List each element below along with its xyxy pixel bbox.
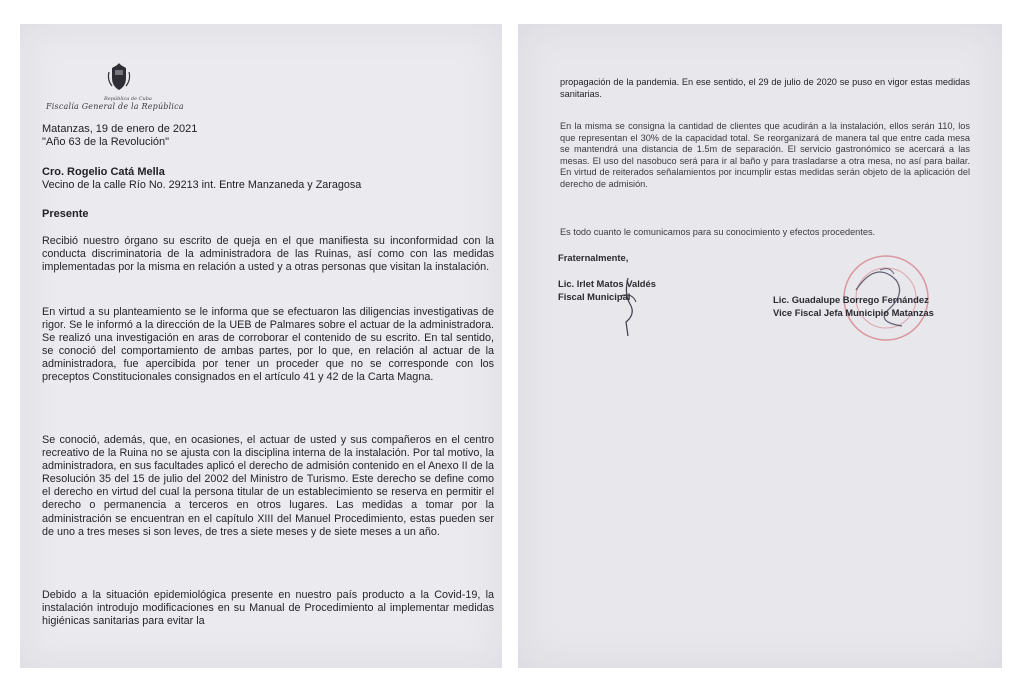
header-country: República de Cuba: [104, 96, 152, 102]
paragraph-1: Recibió nuestro órgano su escrito de queja en el que manifiesta su inconformidad con la conducta discriminatoria de la administradora de las Ruinas, así como con las medidas implementadas por la misma en relación a usted y a otras personas que visitan la instalación.: [42, 235, 494, 274]
paragraph-3: Se conoció, además, que, en ocasiones, el actuar de usted y sus compañeros en el centro recreativo de la Ruina no se ajusta con la disciplina interna de la instalación. Por tal motivo, la administradora, en sus facultades aplicó el derecho de admisión contenido en el Anexo II de la Resolución 35 del 15 de julio del 2002 del Ministro de Turismo. Este derecho se define como el derecho en virtud del cual la persona titular de un establecimiento se reserva en permitir el derecho o permanencia a terceros en otros lugares. Las medidas a tomar por la administración se encuentran en el capítulo XIII del Manuel Procedimiento, estas pueden ser de uno a tres meses si son leves, de tres a siete meses y de siete meses a un año.: [42, 434, 494, 538]
salutation: Presente: [42, 208, 89, 220]
place-date: Matanzas, 19 de enero de 2021: [42, 123, 198, 135]
paragraph-4: Debido a la situación epidemiológica presente en nuestro país producto a la Covid-19, la instalación introdujo modificaciones en su Manual de Procedimiento al implementar medidas higiénicas sanitarias para evitar la: [42, 589, 494, 628]
paragraph-closing: Es todo cuanto le comunicamos para su conocimiento y efectos procedentes.: [560, 227, 876, 237]
signer-1-title: Fiscal Municipal: [558, 291, 631, 302]
signer-2-name: Lic. Guadalupe Borrego Fernández: [773, 294, 929, 305]
header-institution: Fiscalía General de la República: [46, 102, 184, 111]
signature-1-icon: [606, 274, 650, 338]
coat-of-arms-icon: [106, 62, 132, 92]
addressee-address: Vecino de la calle Río No. 29213 int. Entre Manzaneda y Zaragosa: [42, 179, 362, 191]
signer-1-name: Lic. Irlet Matos Valdés: [558, 278, 656, 289]
paragraph-2: En virtud a su planteamiento se le informa que se efectuaron las diligencias investigativas de rigor. Se le informó a la dirección de la UEB de Palmares sobre el actuar de la administradora. Se realizó una investigación en aras de corroborar el contenido de su escrito. En tal sentido, se conoció del comportamiento de ambas partes, por lo que, en relación al actuar de la administradora, fue apercibida por tener un proceder que no se corresponde con los preceptos Constitucionales consignados en el artículo 41 y 42 de la Carta Magna.: [42, 306, 494, 384]
letter-page-2: [518, 24, 1002, 668]
paragraph-measures: En la misma se consigna la cantidad de clientes que acudirán a la instalación, ellos serán 110, los que representan el 30% de la capacidad total. Se reorganizará de manera tal que entre cada mesa se mantendrá una distancia de 1.5m de separación. El servicio gastronómico se acercará a las mesas. El uso del nasobuco será para ir al baño y para trasladarse a otra mesa, no así para bailar. En virtud de reiterados señalamientos por incumplir estas medidas serán objeto de la aplicación del derecho de admisión.: [560, 121, 970, 189]
closing-salutation: Fraternalmente,: [558, 252, 629, 263]
paragraph-continuation: propagación de la pandemia. En ese sentido, el 29 de julio de 2020 se puso en vigor estas medidas sanitarias.: [560, 77, 970, 99]
year-motto: "Año 63 de la Revolución": [42, 136, 170, 148]
signer-2-title: Vice Fiscal Jefa Municipio Matanzas: [773, 307, 934, 318]
letter-page-1: [20, 24, 502, 668]
addressee-name: Cro. Rogelio Catá Mella: [42, 166, 165, 178]
